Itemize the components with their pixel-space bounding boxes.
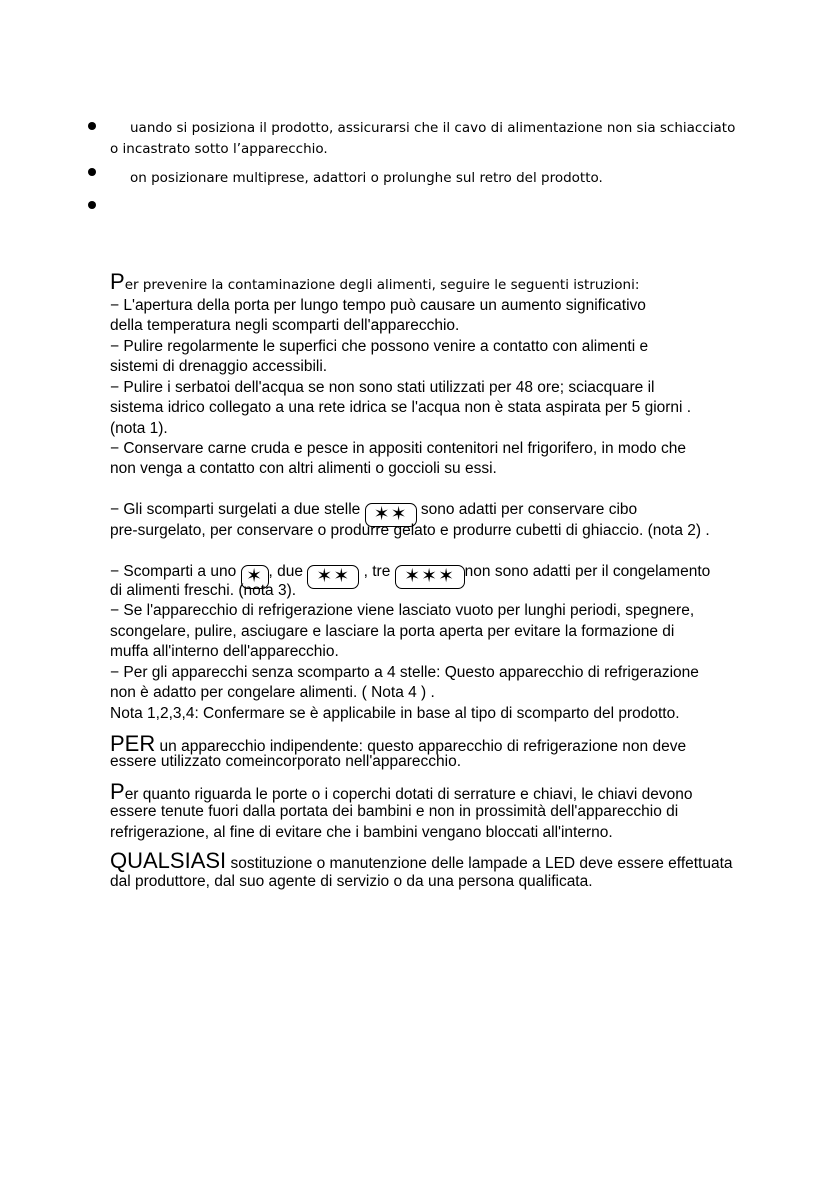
stars-text-b: , due bbox=[268, 563, 308, 580]
text-line: muffa all'interno dell'apparecchio. bbox=[110, 643, 339, 660]
intro-cap: P bbox=[110, 269, 125, 294]
text-line: scongelare, pulire, asciugare e lasciare la porta aperta per evitare la formazione di bbox=[110, 623, 675, 640]
text-line: pre-surgelato, per conservare o produrre gelato e produrre cubetti di ghiaccio. (nota 2) . bbox=[110, 522, 710, 539]
intro-rest: er prevenire la contaminazione degli alimenti, seguire le seguenti istruzioni: bbox=[124, 277, 640, 293]
stars-text-d: non sono adatti per il congelamento bbox=[464, 563, 711, 580]
text-line: essere utilizzato comeincorporato nell'apparecchio. bbox=[110, 753, 462, 770]
bullet-3-dot bbox=[88, 201, 96, 209]
bullet-1-line-1: uando si posiziona il prodotto, assicurarsi che il cavo di alimentazione non sia schiacciato bbox=[130, 120, 736, 136]
text-line: essere tenute fuori dalla portata dei bambini e non in prossimità dell'apparecchio di bbox=[110, 803, 679, 820]
led-cap: QUALSIASI bbox=[110, 848, 227, 873]
two-star-freezer-icon: ✶✶ bbox=[365, 503, 417, 527]
bullet-2-dot bbox=[88, 168, 96, 176]
text-line: − Pulire regolarmente le superfici che possono venire a contatto con alimenti e bbox=[110, 338, 649, 355]
text-line: di alimenti freschi. (nota 3). bbox=[110, 582, 297, 599]
stars-text-a: − Scomparti a uno bbox=[110, 563, 241, 580]
led-rest: sostituzione o manutenzione delle lampade a LED deve essere effettuata bbox=[226, 855, 733, 872]
text-line: Nota 1,2,3,4: Confermare se è applicabile in base al tipo di scomparto del prodotto. bbox=[110, 705, 680, 722]
locks-cap: P bbox=[110, 779, 125, 804]
text-line: della temperatura negli scomparti dell'apparecchio. bbox=[110, 317, 460, 334]
two-star-text-a: − Gli scomparti surgelati a due stelle bbox=[110, 501, 365, 518]
text-line: sistema idrico collegato a una rete idrica se l'acqua non è stata aspirata per 5 giorni . bbox=[110, 399, 692, 416]
text-line: non venga a contatto con altri alimenti o goccioli su essi. bbox=[110, 460, 497, 477]
text-line: non è adatto per congelare alimenti. ( Nota 4 ) . bbox=[110, 684, 435, 701]
bullet-2-line-1: on posizionare multiprese, adattori o prolunghe sul retro del prodotto. bbox=[130, 170, 603, 186]
bullet-1-dot bbox=[88, 122, 96, 130]
per-rest: un apparecchio indipendente: questo apparecchio di refrigerazione non deve bbox=[155, 738, 687, 755]
text-line: − Conservare carne cruda e pesce in appositi contenitori nel frigorifero, in modo che bbox=[110, 440, 686, 457]
text-line: sistemi di drenaggio accessibili. bbox=[110, 358, 328, 375]
three-star-freezer-icon: ✶✶✶ bbox=[395, 565, 465, 589]
intro-heading bbox=[110, 269, 640, 295]
locks-rest: er quanto riguarda le porte o i coperchi dotati di serrature e chiavi, le chiavi devono bbox=[124, 786, 693, 803]
text-line: dal produttore, dal suo agente di servizio o da una persona qualificata. bbox=[110, 873, 593, 890]
text-line: − Se l'apparecchio di refrigerazione viene lasciato vuoto per lunghi periodi, spegnere, bbox=[110, 602, 695, 619]
one-star-freezer-icon: ✶ bbox=[241, 565, 269, 589]
two-star-text-b: sono adatti per conservare cibo bbox=[416, 501, 638, 518]
per-cap: PER bbox=[110, 731, 156, 756]
text-line: − Per gli apparecchi senza scomparto a 4 stelle: Questo apparecchio di refrigerazione bbox=[110, 664, 699, 681]
stars-text-c: , tre bbox=[359, 563, 395, 580]
two-star-freezer-icon: ✶✶ bbox=[307, 565, 359, 589]
text-line: − L'apertura della porta per lungo tempo può causare un aumento significativo bbox=[110, 297, 646, 314]
text-line: − Pulire i serbatoi dell'acqua se non sono stati utilizzati per 48 ore; sciacquare il bbox=[110, 379, 655, 396]
text-line: refrigerazione, al fine di evitare che i bambini vengano bloccati all'interno. bbox=[110, 824, 613, 841]
text-line: (nota 1). bbox=[110, 420, 168, 437]
bullet-1-line-2: o incastrato sotto l’apparecchio. bbox=[110, 141, 328, 157]
